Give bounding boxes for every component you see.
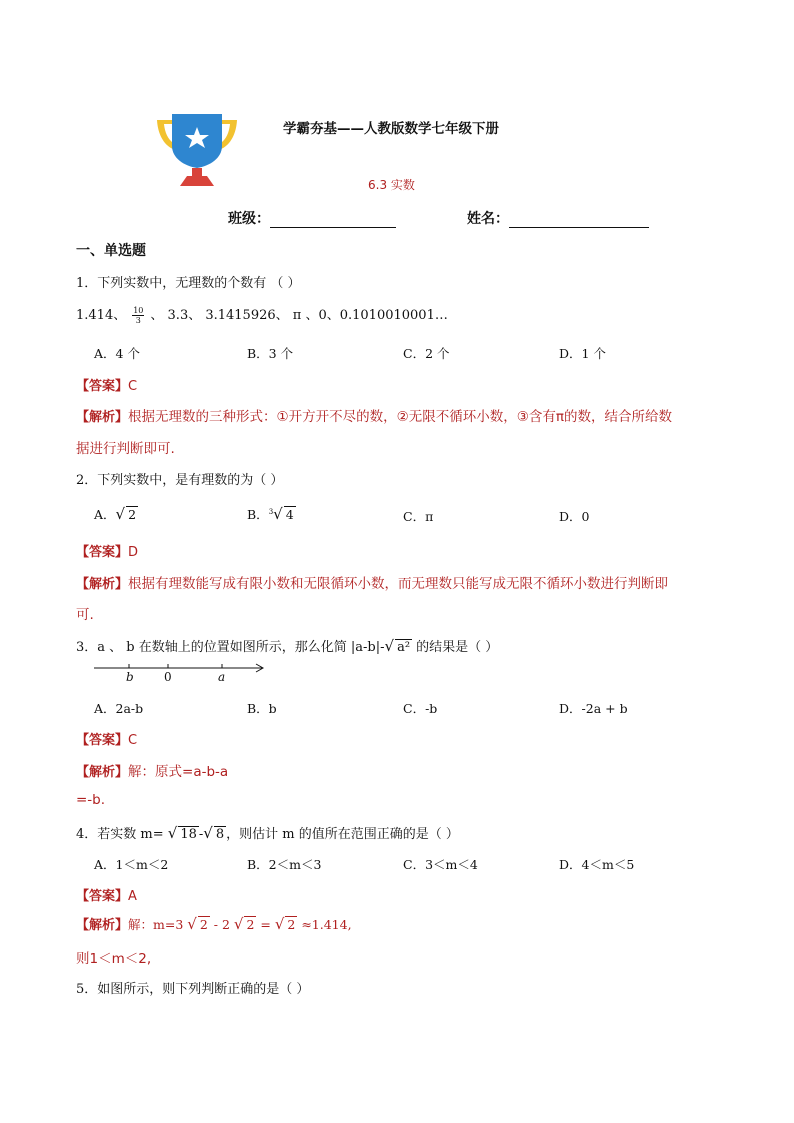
q3-option-d[interactable]: D．-2a + b [559,701,628,716]
q4-exp-radicand-3: 2 [287,917,296,932]
q2-opt-b-label: B． [247,507,269,522]
sqrt-sign: √ [187,915,197,933]
q4-answer-value: A [128,889,137,904]
q2-option-a[interactable] [94,505,138,523]
q4-stem-b: ，则估计 m 的值所在范围正确的是（ ） [226,827,459,842]
number-line [90,660,270,686]
q4-radicand-1: 18 [180,827,197,842]
sqrt-sign: √ [115,505,126,523]
q2-opt-a-radicand: 2 [128,507,137,522]
q1-exp-text: 根据无理数的三种形式：①开方开不尽的数，②无限不循环小数，③含有π的数，结合所给数 [128,409,672,425]
question-4-stem [76,823,459,842]
q3-exp-tag: 【解析】 [76,765,129,780]
question-1-stem: 1．下列实数中，无理数的个数有 （ ） [76,276,301,291]
q3-option-c[interactable]: C．-b [403,701,438,716]
q4-exp-tag: 【解析】 [76,918,129,933]
q1-frac-num: 10 [133,306,144,315]
q1-option-a[interactable]: A．4 个 [94,346,140,361]
q3-explanation-cont: =-b. [76,792,106,808]
q1-option-c[interactable]: C．2 个 [403,346,450,361]
q4-radicand-2: 8 [215,827,225,842]
q3-answer-tag: 【答案】 [76,733,129,748]
q1-list-b: 、 3.3、 3.1415926、 π 、0、0.1010010001… [150,308,448,323]
q1-answer [76,375,137,394]
class-blank[interactable] [270,213,396,228]
q3-answer-value: C [128,733,138,748]
q4-answer-tag: 【答案】 [76,889,129,904]
q3-answer [76,729,137,748]
q2-opt-b-index: 3 [268,507,274,516]
name-label: 姓名： [467,211,509,227]
section-heading: 一、单选题 [76,243,146,259]
q2-explanation [76,572,668,592]
q4-exp-b: - 2 [209,917,234,932]
q2-option-c[interactable]: C．π [403,509,434,524]
trophy-logo [152,110,242,190]
q3-stem-a: 3．a 、 b 在数轴上的位置如图所示，那么化简 |a-b|- [76,640,385,655]
q4-exp-radicand-1: 2 [199,917,208,932]
q2-opt-a-label: A． [94,507,116,522]
cbrt-sign: √ [273,505,283,523]
q4-explanation [76,914,352,933]
q1-answer-value: C [128,379,138,394]
question-5-stem: 5．如图所示，则下列判断正确的是（ ） [76,982,310,997]
sqrt-sign: √ [233,915,244,933]
q1-option-b[interactable]: B．3 个 [247,346,294,361]
document-title: 学霸夯基——人教版数学七年级下册 [283,121,499,137]
question-2-stem: 2．下列实数中，是有理数的为（ ） [76,473,284,488]
q1-exp-tag: 【解析】 [76,410,129,425]
q2-explanation-cont: 可. [76,607,94,623]
sqrt-sign: √ [203,824,213,842]
q4-exp-c: = [256,917,275,932]
document-subtitle: 6.3 实数 [368,178,415,192]
q3-stem-b: 的结果是（ ） [412,640,499,655]
sqrt-sign: √ [167,824,178,842]
q4-answer [76,885,137,904]
q2-exp-text: 根据有理数能写成有限小数和无限循环小数，而无理数只能写成无限不循环小数进行判断即 [128,576,669,592]
q2-answer-tag: 【答案】 [76,545,129,560]
q1-explanation-cont: 据进行判断即可. [76,441,175,457]
class-field[interactable] [228,208,396,228]
q4-exp-a: 解：m=3 [128,917,188,932]
q4-option-c[interactable]: C．3＜m＜4 [403,857,478,872]
q4-stem-mid: - [198,827,204,842]
q2-opt-b-radicand: 4 [285,507,294,522]
q1-option-d[interactable]: D．1 个 [559,346,606,361]
q2-option-d[interactable]: D．0 [559,509,590,524]
q2-answer [76,541,138,560]
q1-list-a: 1.414、 [76,308,127,323]
axis-label-zero: 0 [164,670,172,684]
q1-frac-den: 3 [135,316,141,325]
q3-explanation [76,760,228,780]
question-1-list [76,304,448,325]
class-label: 班级： [228,211,270,227]
q1-fraction [132,306,144,325]
q4-explanation-cont: 则1＜m＜2, [76,951,152,967]
axis-label-b: b [126,670,134,684]
q1-answer-tag: 【答案】 [76,379,129,394]
name-blank[interactable] [509,213,649,228]
q2-option-b[interactable] [247,505,296,523]
q4-exp-d: ≈1.414, [297,917,352,932]
q3-exp-text: 解：原式=a-b-a [128,764,229,780]
q4-exp-radicand-2: 2 [246,917,255,932]
q2-answer-value: D [128,545,139,560]
q4-stem-a: 4．若实数 m= [76,827,168,842]
q3-option-a[interactable]: A．2a-b [94,701,144,716]
q3-stem-radicand: a² [397,640,411,655]
axis-label-a: a [218,670,226,684]
name-field[interactable] [467,208,649,228]
question-3-stem [76,636,498,655]
q1-explanation [76,405,672,425]
q3-option-b[interactable]: B．b [247,701,277,716]
sqrt-sign: √ [384,637,395,655]
q2-exp-tag: 【解析】 [76,577,129,592]
sqrt-sign: √ [274,915,285,933]
q4-option-a[interactable]: A．1＜m＜2 [94,857,169,872]
q4-option-b[interactable]: B．2＜m＜3 [247,857,322,872]
q4-option-d[interactable]: D．4＜m＜5 [559,857,635,872]
